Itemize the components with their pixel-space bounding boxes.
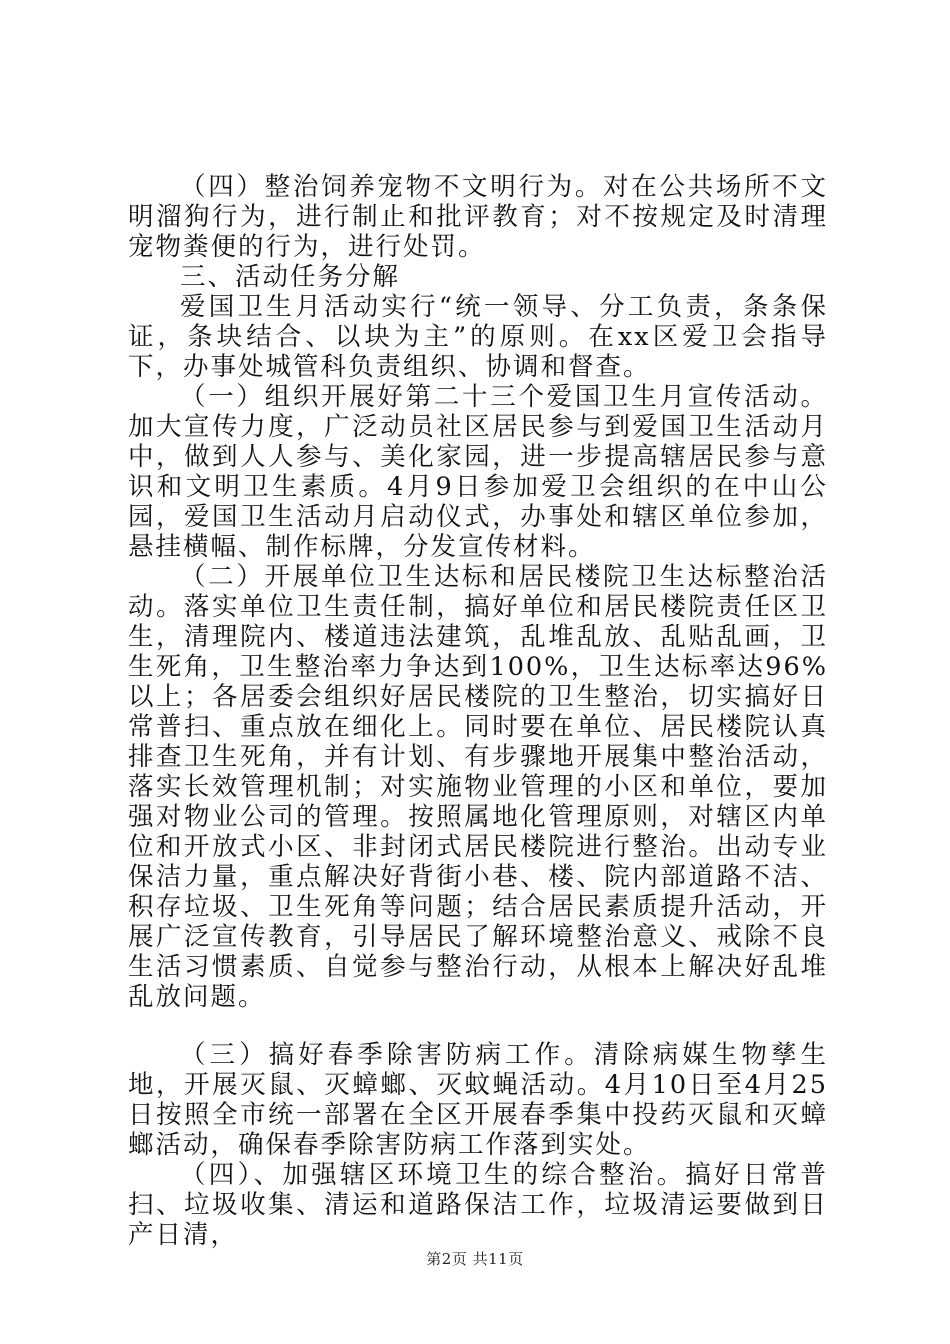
paragraph-pet-rectification: （四）整治饲养宠物不文明行为。对在公共场所不文明溜狗行为，进行制止和批评教育；对不按规定及时清理宠物粪便的行为，进行处罚。	[128, 172, 828, 262]
document-body	[128, 172, 828, 1250]
section-heading-task-breakdown: 三、活动任务分解	[180, 262, 401, 292]
paragraph-item-one-publicity: （一）组织开展好第二十三个爱国卫生月宣传活动。加大宣传力度，广泛动员社区居民参与到爱国卫生活动月中，做到人人参与、美化家园，进一步提高辖居民参与意识和文明卫生素质。4月9日参加爱卫会组织的在中山公园，爱国卫生活动月启动仪式，办事处和辖区单位参加，悬挂横幅、制作标牌，分发宣传材料。	[128, 382, 828, 562]
paragraph-item-two-sanitation: （二）开展单位卫生达标和居民楼院卫生达标整治活动。落实单位卫生责任制，搞好单位和居民楼院责任区卫生，清理院内、楼道违法建筑，乱堆乱放、乱贴乱画，卫生死角，卫生整治率力争达到100%，卫生达标率达96%以上；各居委会组织好居民楼院的卫生整治，切实搞好日常普扫、重点放在细化上。同时要在单位、居民楼院认真排查卫生死角，并有计划、有步骤地开展集中整治活动，落实长效管理机制；对实施物业管理的小区和单位，要加强对物业公司的管理。按照属地化管理原则，对辖区内单位和开放式小区、非封闭式居民楼院进行整治。出动专业保洁力量，重点解决好背街小巷、楼、院内部道路不洁、积存垃圾、卫生死角等问题；结合居民素质提升活动，开展广泛宣传教育，引导居民了解环境整治意义、戒除不良生活习惯素质、自觉参与整治行动，从根本上解决好乱堆乱放问题。	[128, 562, 828, 1012]
paragraph-activity-principle: 爱国卫生月活动实行“统一领导、分工负责，条条保证，条块结合、以块为主”的原则。在xx区爱卫会指导下，办事处城管科负责组织、协调和督查。	[128, 292, 828, 382]
paragraph-item-four-environment: （四）、加强辖区环境卫生的综合整治。搞好日常普扫、垃圾收集、清运和道路保洁工作，垃圾清运要做到日产日清，	[128, 1160, 828, 1250]
paragraph-gap	[128, 1012, 828, 1040]
paragraph-item-three-pest-control: （三）搞好春季除害防病工作。清除病媒生物孳生地，开展灭鼠、灭蟑螂、灭蚊蝇活动。4月10日至4月25日按照全市统一部署在全区开展春季集中投药灭鼠和灭蟑螂活动，确保春季除害防病工作落到实处。	[128, 1040, 828, 1160]
page-number-footer: 第2页 共11页	[426, 1250, 524, 1268]
